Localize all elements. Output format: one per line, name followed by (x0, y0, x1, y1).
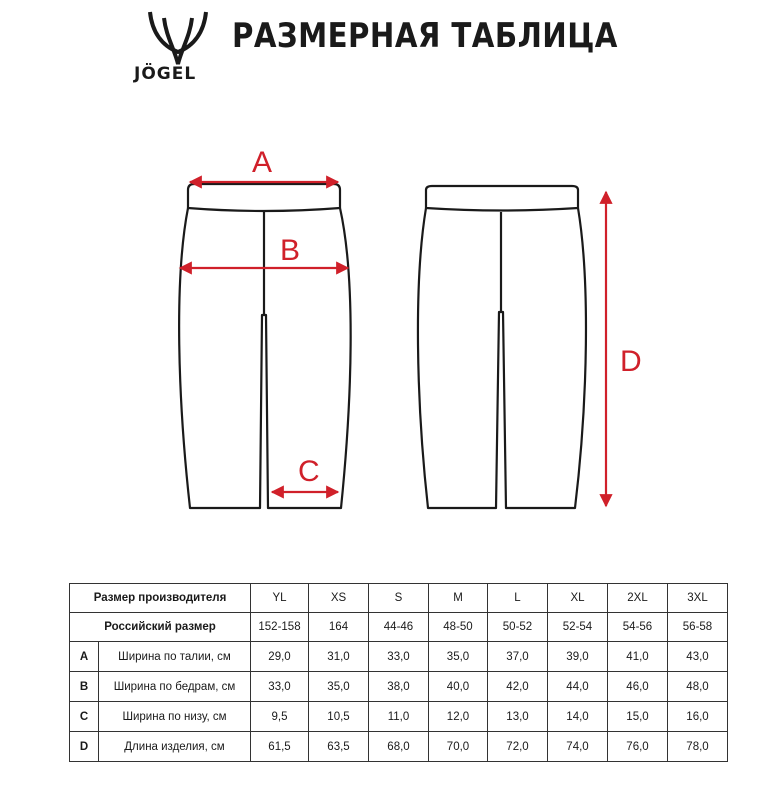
row-letter: D (70, 732, 99, 762)
value-cell: 37,0 (488, 642, 548, 672)
table-row (70, 732, 728, 762)
value-cell: 70,0 (429, 732, 488, 762)
size-cell: YL (251, 584, 309, 613)
ru-size-cell: 44-46 (369, 613, 429, 642)
front-waistband (188, 184, 340, 211)
value-cell: 15,0 (608, 702, 668, 732)
value-cell: 74,0 (548, 732, 608, 762)
value-cell: 41,0 (608, 642, 668, 672)
value-cell: 48,0 (668, 672, 728, 702)
value-cell: 39,0 (548, 642, 608, 672)
measure-label-c: C (298, 455, 320, 488)
header-label: Размер производителя (70, 584, 251, 613)
ru-size-cell: 54-56 (608, 613, 668, 642)
size-cell: XS (309, 584, 369, 613)
table-row (70, 672, 728, 702)
back-view (418, 186, 586, 508)
value-cell: 35,0 (309, 672, 369, 702)
page-title: РАЗМЕРНАЯ ТАБЛИЦА (232, 16, 618, 56)
ru-label: Российский размер (70, 613, 251, 642)
measure-label-a: A (252, 146, 273, 179)
size-cell: S (369, 584, 429, 613)
value-cell: 33,0 (251, 672, 309, 702)
ru-size-cell: 50-52 (488, 613, 548, 642)
value-cell: 78,0 (668, 732, 728, 762)
value-cell: 11,0 (369, 702, 429, 732)
value-cell: 13,0 (488, 702, 548, 732)
value-cell: 16,0 (668, 702, 728, 732)
value-cell: 46,0 (608, 672, 668, 702)
row-letter: C (70, 702, 99, 732)
value-cell: 9,5 (251, 702, 309, 732)
ru-size-cell: 152-158 (251, 613, 309, 642)
value-cell: 29,0 (251, 642, 309, 672)
value-cell: 35,0 (429, 642, 488, 672)
ru-size-cell: 48-50 (429, 613, 488, 642)
ru-size-cell: 52-54 (548, 613, 608, 642)
row-label: Длина изделия, см (99, 732, 251, 762)
value-cell: 38,0 (369, 672, 429, 702)
value-cell: 31,0 (309, 642, 369, 672)
brand-name: JÖGEL (134, 64, 197, 84)
size-cell: XL (548, 584, 608, 613)
size-table (69, 583, 728, 762)
table-row (70, 642, 728, 672)
table-row (70, 702, 728, 732)
row-letter: A (70, 642, 99, 672)
size-cell: 2XL (608, 584, 668, 613)
back-waistband (426, 186, 578, 211)
value-cell: 61,5 (251, 732, 309, 762)
value-cell: 44,0 (548, 672, 608, 702)
measure-label-b: B (280, 234, 301, 267)
measure-label-d: D (620, 345, 642, 378)
value-cell: 12,0 (429, 702, 488, 732)
front-view (179, 184, 351, 508)
row-letter: B (70, 672, 99, 702)
table-header-row (70, 584, 728, 613)
value-cell: 40,0 (429, 672, 488, 702)
value-cell: 10,5 (309, 702, 369, 732)
value-cell: 14,0 (548, 702, 608, 732)
size-cell: 3XL (668, 584, 728, 613)
value-cell: 72,0 (488, 732, 548, 762)
row-label: Ширина по низу, см (99, 702, 251, 732)
ru-size-cell: 56-58 (668, 613, 728, 642)
value-cell: 43,0 (668, 642, 728, 672)
value-cell: 33,0 (369, 642, 429, 672)
table-ru-row (70, 613, 728, 642)
value-cell: 76,0 (608, 732, 668, 762)
size-cell: M (429, 584, 488, 613)
ru-size-cell: 164 (309, 613, 369, 642)
row-label: Ширина по талии, см (99, 642, 251, 672)
size-cell: L (488, 584, 548, 613)
row-label: Ширина по бедрам, см (99, 672, 251, 702)
value-cell: 63,5 (309, 732, 369, 762)
value-cell: 42,0 (488, 672, 548, 702)
value-cell: 68,0 (369, 732, 429, 762)
